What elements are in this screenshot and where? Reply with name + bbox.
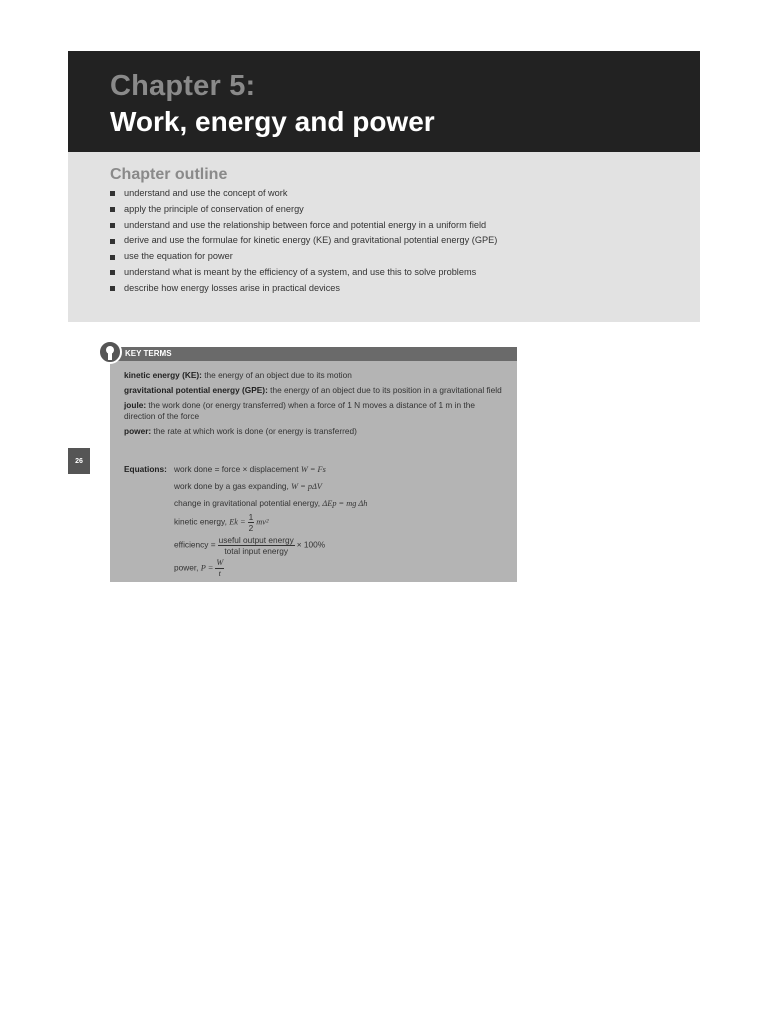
equations-label: Equations: (124, 464, 167, 474)
term-definition: the rate at which work is done (or energy is transferred) (151, 426, 357, 436)
outline-item (110, 202, 497, 218)
bullet-icon (110, 223, 115, 228)
chapter-title: Work, energy and power (110, 106, 435, 137)
fraction-numerator: 1 (248, 512, 254, 522)
outline-item (110, 265, 497, 281)
equation-ke (174, 512, 367, 533)
bullet-icon (110, 191, 115, 196)
key-icon (98, 340, 122, 364)
fraction (215, 558, 224, 579)
equation-efficiency (174, 535, 367, 556)
term-name: joule: (124, 400, 147, 410)
equation-formula: mv² (256, 517, 269, 527)
equation-text: power, (174, 562, 199, 573)
outline-item-text: understand and use the concept of work (124, 188, 288, 198)
equation-text: change in gravitational potential energy, (174, 498, 321, 508)
term-definition: the work done (or energy transferred) when a force of 1 N moves a distance of 1 m in the direction of the force (124, 400, 475, 421)
key-term (124, 370, 504, 381)
fraction-denominator: total input energy (224, 546, 289, 556)
equations-list (174, 464, 367, 579)
fraction (218, 535, 295, 556)
term-definition: the energy of an object due to its position in a gravitational field (267, 385, 502, 395)
outline-item-text: apply the principle of conservation of energy (124, 203, 304, 214)
term-definition: the energy of an object due to its motion (201, 370, 352, 380)
fraction-denominator: t (218, 569, 221, 578)
equation-text: work done by a gas expanding, (174, 481, 289, 491)
outline-item-text: describe how energy losses arise in practical devices (124, 282, 341, 293)
equation-work (174, 464, 367, 475)
outline-item-text: understand what is meant by the efficiency of a system, and use this to solve problems (124, 266, 477, 277)
term-name: kinetic energy (KE): (124, 370, 202, 380)
chapter-outline (68, 152, 700, 322)
equation-gas (174, 481, 367, 492)
outline-item (110, 218, 497, 234)
bullet-icon (110, 286, 115, 291)
equation-gpe (174, 498, 367, 509)
outline-list (110, 186, 497, 297)
equation-formula: Ek = (229, 517, 246, 527)
key-terms-label: KEY TERMS (125, 349, 172, 358)
fraction-numerator: W (216, 558, 224, 567)
outline-item-text: understand and use the relationship between force and potential energy in a uniform field (124, 219, 487, 230)
outline-item (110, 186, 497, 202)
fraction-denominator: 2 (248, 523, 254, 533)
key-terms-list (124, 370, 504, 441)
outline-heading: Chapter outline (110, 166, 228, 183)
key-term (124, 385, 504, 396)
equation-text: efficiency = (174, 539, 216, 550)
bullet-icon (110, 239, 115, 244)
page-number: 26 (68, 448, 90, 474)
bullet-icon (110, 255, 115, 260)
chapter-header (68, 51, 700, 152)
outline-item (110, 233, 497, 249)
equation-text: kinetic energy, (174, 516, 227, 527)
equation-formula: W = pΔV (291, 482, 322, 491)
term-name: gravitational potential energy (GPE): (124, 385, 268, 395)
outline-item-text: use the equation for power (124, 251, 233, 262)
bullet-icon (110, 207, 115, 212)
outline-item (110, 249, 497, 265)
chapter-number: Chapter 5: (110, 70, 256, 102)
outline-item-text: derive and use the formulae for kinetic energy (KE) and gravitational potential energy (GPE) (124, 235, 498, 246)
term-name: power: (124, 426, 152, 436)
key-terms-bar (110, 347, 517, 361)
equation-power (174, 558, 367, 579)
fraction (248, 512, 255, 533)
key-term (124, 400, 504, 422)
fraction-numerator: useful output energy (218, 535, 294, 545)
equation-formula: ΔEp = mg Δh (322, 499, 368, 508)
equation-formula: W = Fs (300, 465, 326, 474)
key-term (124, 426, 504, 437)
equation-text: × 100% (296, 539, 326, 550)
outline-item (110, 281, 497, 297)
key-terms-box (110, 347, 517, 582)
equation-text: work done = force × displacement (174, 464, 299, 474)
equation-formula: P = (200, 563, 214, 573)
bullet-icon (110, 270, 115, 275)
